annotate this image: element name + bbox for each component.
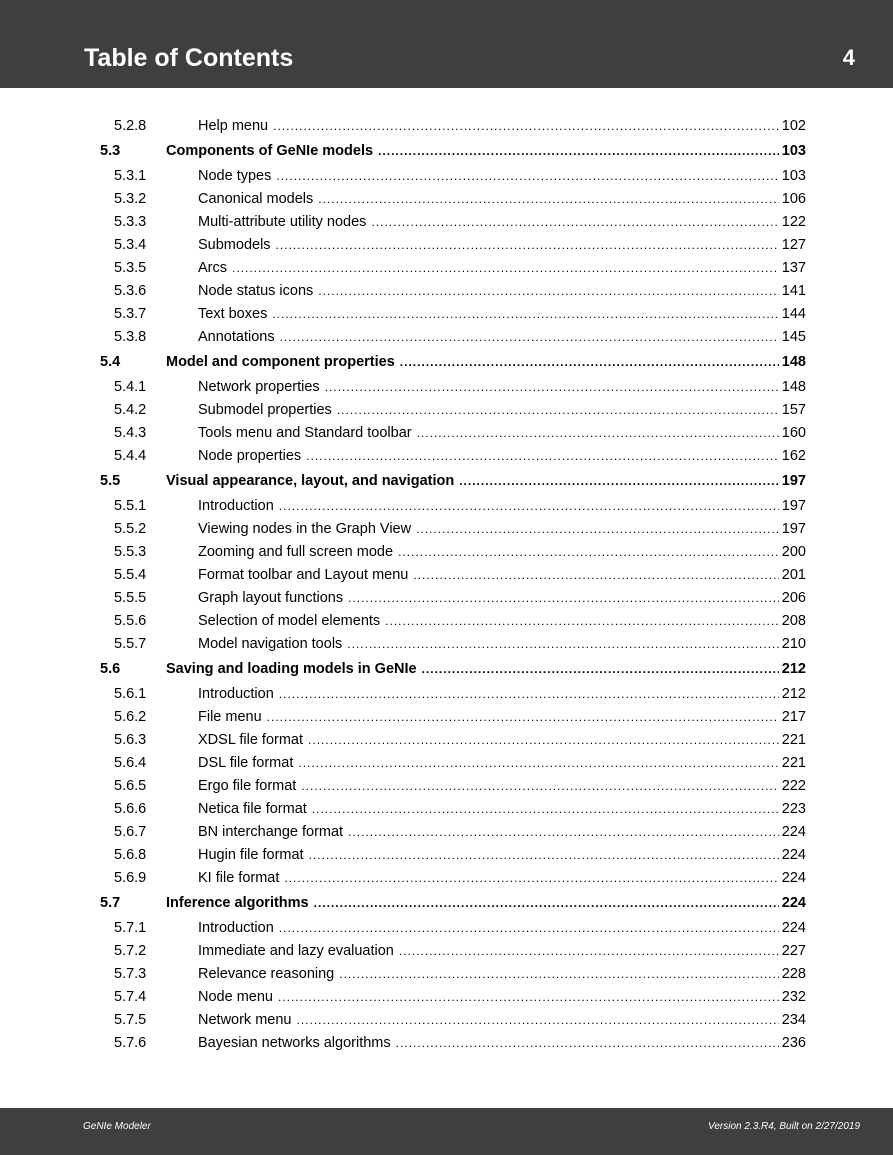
dot-leader: [318, 280, 779, 302]
toc-entry-page: 197: [781, 498, 806, 514]
toc-entry-page: 197: [781, 521, 806, 537]
toc-entry-number: 5.3.7: [114, 306, 147, 322]
toc-entry-number: 5.4.2: [114, 402, 147, 418]
toc-subsection-entry[interactable]: [0, 917, 893, 939]
toc-entry-number: 5.5.7: [114, 636, 147, 652]
toc-entry-title[interactable]: Node menu: [198, 989, 273, 1005]
toc-subsection-entry[interactable]: [0, 752, 893, 774]
toc-entry-number: 5.5.6: [114, 613, 147, 629]
toc-entry-number: 5.7.5: [114, 1012, 147, 1028]
dot-leader: [417, 422, 779, 444]
toc-entry-number: 5.6: [100, 661, 121, 677]
toc-entry-page: 224: [781, 847, 806, 863]
toc-entry-title[interactable]: Visual appearance, layout, and navigation: [166, 473, 455, 489]
dot-leader: [279, 495, 779, 517]
toc-entry-page: 224: [781, 824, 806, 840]
toc-entry-number: 5.5.2: [114, 521, 147, 537]
toc-entry-line: [198, 165, 806, 187]
toc-entry-title[interactable]: KI file format: [198, 870, 280, 886]
toc-entry-title[interactable]: Submodel properties: [198, 402, 332, 418]
dot-leader: [398, 541, 779, 563]
toc-entry-line: [198, 917, 806, 939]
toc-entry-title[interactable]: Ergo file format: [198, 778, 297, 794]
toc-entry-number: 5.4.1: [114, 379, 147, 395]
toc-subsection-entry[interactable]: [0, 821, 893, 843]
toc-entry-title[interactable]: Arcs: [198, 260, 227, 276]
toc-entry-page: 223: [781, 801, 806, 817]
toc-subsection-entry[interactable]: [0, 280, 893, 302]
toc-subsection-entry[interactable]: [0, 165, 893, 187]
dot-leader: [276, 234, 779, 256]
toc-entry-line: [198, 280, 806, 302]
toc-entry-number: 5.6.9: [114, 870, 147, 886]
toc-entry-number: 5.3.6: [114, 283, 147, 299]
toc-entry-page: 157: [781, 402, 806, 418]
toc-entry-line: [198, 1009, 806, 1031]
toc-entry-number: 5.3.2: [114, 191, 147, 207]
toc-subsection-entry[interactable]: [0, 399, 893, 421]
toc-entry-title[interactable]: Help menu: [198, 118, 269, 134]
toc-entry-number: 5.3.4: [114, 237, 147, 253]
toc-entry-number: 5.4.4: [114, 448, 147, 464]
toc-entry-number: 5.7.1: [114, 920, 147, 936]
toc-subsection-entry[interactable]: [0, 303, 893, 325]
toc-entry-title[interactable]: Viewing nodes in the Graph View: [198, 521, 412, 537]
toc-entry-title[interactable]: Annotations: [198, 329, 275, 345]
toc-entry-number: 5.6.8: [114, 847, 147, 863]
page-title: Table of Contents: [84, 44, 294, 72]
toc-entry-line: [198, 986, 806, 1008]
toc-subsection-entry[interactable]: [0, 729, 893, 751]
toc-entry-title[interactable]: Multi-attribute utility nodes: [198, 214, 367, 230]
toc-entry-title[interactable]: Model and component properties: [166, 354, 395, 370]
toc-entry-page: 221: [781, 755, 806, 771]
toc-entry-page: 217: [781, 709, 806, 725]
toc-entry-title[interactable]: Format toolbar and Layout menu: [198, 567, 409, 583]
dot-leader: [422, 658, 779, 680]
page-footer: [0, 1108, 893, 1155]
toc-entry-number: 5.3.5: [114, 260, 147, 276]
toc-entry-title[interactable]: XDSL file format: [198, 732, 304, 748]
toc-entry-number: 5.3.3: [114, 214, 147, 230]
toc-entry-page: 212: [781, 686, 806, 702]
toc-entry-title[interactable]: Node properties: [198, 448, 302, 464]
dot-leader: [318, 188, 779, 210]
toc-entry-page: 208: [781, 613, 806, 629]
dot-leader: [325, 376, 779, 398]
toc-entry-line: [198, 188, 806, 210]
toc-entry-page: 162: [781, 448, 806, 464]
toc-entry-line: [198, 376, 806, 398]
toc-entry-line: [198, 211, 806, 233]
toc-entry-title[interactable]: Introduction: [198, 498, 274, 514]
toc-entry-page: 103: [781, 143, 806, 159]
toc-entry-line: [198, 844, 806, 866]
toc-entry-title[interactable]: Saving and loading models in GeNIe: [166, 661, 417, 677]
toc-entry-page: 212: [781, 661, 806, 677]
toc-entry-number: 5.7.4: [114, 989, 147, 1005]
dot-leader: [276, 165, 778, 187]
toc-entry-page: 200: [781, 544, 806, 560]
dot-leader: [298, 752, 778, 774]
toc-entry-page: 103: [781, 168, 806, 184]
dot-leader: [308, 729, 779, 751]
dot-leader: [232, 257, 779, 279]
toc-subsection-entry[interactable]: [0, 422, 893, 444]
toc-entry-line: [198, 326, 806, 348]
toc-subsection-entry[interactable]: [0, 115, 893, 137]
toc-subsection-entry[interactable]: [0, 541, 893, 563]
dot-leader: [378, 140, 779, 162]
dot-leader: [278, 986, 779, 1008]
dot-leader: [306, 445, 779, 467]
toc-entry-number: 5.6.5: [114, 778, 147, 794]
toc-entry-title[interactable]: Tools menu and Standard toolbar: [198, 425, 412, 441]
toc-entry-title[interactable]: Graph layout functions: [198, 590, 344, 606]
toc-entry-title[interactable]: Zooming and full screen mode: [198, 544, 394, 560]
dot-leader: [279, 683, 779, 705]
toc-subsection-entry[interactable]: [0, 798, 893, 820]
toc-entry-page: 234: [781, 1012, 806, 1028]
dot-leader: [284, 867, 778, 889]
toc-entry-line: [198, 422, 806, 444]
toc-entry-line: [198, 821, 806, 843]
toc-entry-line: [198, 752, 806, 774]
dot-leader: [267, 706, 779, 728]
toc-entry-title[interactable]: Immediate and lazy evaluation: [198, 943, 394, 959]
toc-subsection-entry[interactable]: [0, 211, 893, 233]
toc-section-entry[interactable]: [0, 351, 893, 373]
dot-leader: [399, 940, 779, 962]
toc-entry-number: 5.6.7: [114, 824, 147, 840]
toc-entry-page: 160: [781, 425, 806, 441]
dot-leader: [396, 1032, 779, 1054]
footer-version-info: Version 2.3.R4, Built on 2/27/2019: [708, 1121, 860, 1132]
toc-entry-page: 145: [781, 329, 806, 345]
page-number: 4: [842, 45, 855, 70]
toc-entry-line: [198, 399, 806, 421]
toc-entry-number: 5.6.6: [114, 801, 147, 817]
toc-section-entry[interactable]: [0, 470, 893, 492]
toc-entry-line: [166, 658, 806, 680]
toc-entry-page: 137: [781, 260, 806, 276]
toc-entry-number: 5.6.2: [114, 709, 147, 725]
dot-leader: [400, 351, 779, 373]
dot-leader: [337, 399, 779, 421]
toc-entry-page: 206: [781, 590, 806, 606]
toc-entry-line: [198, 564, 806, 586]
toc-entry-page: 236: [781, 1035, 806, 1051]
toc-entry-title[interactable]: File menu: [198, 709, 262, 725]
toc-entry-line: [198, 303, 806, 325]
toc-subsection-entry[interactable]: [0, 1009, 893, 1031]
toc-entry-line: [166, 140, 806, 162]
toc-subsection-entry[interactable]: [0, 188, 893, 210]
toc-subsection-entry[interactable]: [0, 495, 893, 517]
toc-entry-number: 5.5: [100, 473, 121, 489]
toc-entry-line: [198, 940, 806, 962]
dot-leader: [309, 844, 779, 866]
toc-subsection-entry[interactable]: [0, 963, 893, 985]
toc-section-entry[interactable]: [0, 140, 893, 162]
toc-entry-number: 5.7.2: [114, 943, 147, 959]
dot-leader: [279, 917, 779, 939]
toc-entry-title[interactable]: Selection of model elements: [198, 613, 381, 629]
toc-entry-line: [198, 729, 806, 751]
toc-entry-page: 201: [781, 567, 806, 583]
toc-subsection-entry[interactable]: [0, 1032, 893, 1054]
toc-subsection-entry[interactable]: [0, 587, 893, 609]
dot-leader: [385, 610, 779, 632]
toc-entry-title[interactable]: DSL file format: [198, 755, 294, 771]
toc-entry-page: 224: [781, 895, 806, 911]
toc-subsection-entry[interactable]: [0, 257, 893, 279]
toc-entry-number: 5.3.1: [114, 168, 147, 184]
toc-subsection-entry[interactable]: [0, 986, 893, 1008]
toc-entry-title[interactable]: Inference algorithms: [166, 895, 309, 911]
toc-entry-line: [198, 775, 806, 797]
toc-entry-line: [198, 115, 806, 137]
toc-entry-number: 5.5.3: [114, 544, 147, 560]
toc-entry-page: 197: [781, 473, 806, 489]
toc-entry-title[interactable]: Node types: [198, 168, 272, 184]
toc-entry-line: [198, 257, 806, 279]
toc-entry-page: 224: [781, 870, 806, 886]
toc-entry-page: 127: [781, 237, 806, 253]
toc-subsection-entry[interactable]: [0, 326, 893, 348]
toc-entry-number: 5.5.5: [114, 590, 147, 606]
dot-leader: [459, 470, 779, 492]
toc-entry-line: [166, 892, 806, 914]
toc-subsection-entry[interactable]: [0, 844, 893, 866]
toc-entry-line: [198, 495, 806, 517]
toc-subsection-entry[interactable]: [0, 775, 893, 797]
toc-entry-number: 5.7.3: [114, 966, 147, 982]
toc-entry-line: [198, 867, 806, 889]
toc-entry-line: [198, 518, 806, 540]
toc-entry-title[interactable]: BN interchange format: [198, 824, 344, 840]
toc-entry-title[interactable]: Netica file format: [198, 801, 307, 817]
toc-subsection-entry[interactable]: [0, 445, 893, 467]
toc-entry-page: 228: [781, 966, 806, 982]
toc-entry-number: 5.3.8: [114, 329, 147, 345]
toc-entry-page: 141: [781, 283, 806, 299]
toc-section-entry[interactable]: [0, 658, 893, 680]
dot-leader: [339, 963, 779, 985]
toc-subsection-entry[interactable]: [0, 376, 893, 398]
toc-entry-line: [198, 683, 806, 705]
toc-entry-title[interactable]: Bayesian networks algorithms: [198, 1035, 391, 1051]
toc-entry-line: [198, 1032, 806, 1054]
toc-entry-line: [198, 541, 806, 563]
toc-entry-page: 102: [781, 118, 806, 134]
toc-subsection-entry[interactable]: [0, 518, 893, 540]
dot-leader: [314, 892, 779, 914]
dot-leader: [312, 798, 779, 820]
toc-entry-title[interactable]: Components of GeNIe models: [166, 143, 374, 159]
toc-entry-page: 210: [781, 636, 806, 652]
toc-entry-title[interactable]: Submodels: [198, 237, 271, 253]
dot-leader: [413, 564, 778, 586]
footer-product-name: GeNIe Modeler: [83, 1121, 151, 1132]
toc-entry-page: 221: [781, 732, 806, 748]
toc-entry-number: 5.5.1: [114, 498, 147, 514]
toc-subsection-entry[interactable]: [0, 564, 893, 586]
toc-entry-title[interactable]: Text boxes: [198, 306, 268, 322]
toc-entry-line: [198, 587, 806, 609]
toc-entry-number: 5.3: [100, 143, 121, 159]
toc-entry-title[interactable]: Hugin file format: [198, 847, 304, 863]
toc-entry-line: [198, 445, 806, 467]
toc-entry-page: 227: [781, 943, 806, 959]
dot-leader: [416, 518, 779, 540]
toc-entry-page: 148: [781, 354, 806, 370]
toc-entry-page: 106: [781, 191, 806, 207]
dot-leader: [347, 633, 779, 655]
toc-entry-line: [166, 351, 806, 373]
toc-entry-line: [198, 234, 806, 256]
dot-leader: [280, 326, 779, 348]
toc-entry-page: 222: [781, 778, 806, 794]
toc-entry-number: 5.6.4: [114, 755, 147, 771]
toc-entry-title[interactable]: Network menu: [198, 1012, 292, 1028]
toc-entry-page: 122: [781, 214, 806, 230]
dot-leader: [301, 775, 778, 797]
toc-entry-title[interactable]: Network properties: [198, 379, 320, 395]
toc-entry-page: 232: [781, 989, 806, 1005]
toc-subsection-entry[interactable]: [0, 234, 893, 256]
toc-subsection-entry[interactable]: [0, 940, 893, 962]
toc-entry-line: [198, 610, 806, 632]
toc-entry-line: [198, 706, 806, 728]
toc-entry-number: 5.4.3: [114, 425, 147, 441]
toc-subsection-entry[interactable]: [0, 683, 893, 705]
toc-entry-number: 5.7: [100, 895, 121, 911]
toc-entry-line: [198, 633, 806, 655]
toc-subsection-entry[interactable]: [0, 610, 893, 632]
toc-entry-line: [198, 963, 806, 985]
dot-leader: [272, 303, 778, 325]
dot-leader: [296, 1009, 778, 1031]
dot-leader: [273, 115, 779, 137]
toc-entry-page: 148: [781, 379, 806, 395]
dot-leader: [348, 821, 779, 843]
dot-leader: [371, 211, 778, 233]
toc-subsection-entry[interactable]: [0, 633, 893, 655]
toc-entry-number: 5.2.8: [114, 118, 147, 134]
page-header: [0, 0, 893, 88]
toc-entry-title[interactable]: Canonical models: [198, 191, 314, 207]
toc-entry-number: 5.6.1: [114, 686, 147, 702]
toc-entry-number: 5.6.3: [114, 732, 147, 748]
toc-entry-title[interactable]: Introduction: [198, 686, 274, 702]
dot-leader: [348, 587, 779, 609]
toc-entry-title[interactable]: Node status icons: [198, 283, 314, 299]
toc-entry-number: 5.4: [100, 354, 121, 370]
toc-entry-line: [166, 470, 806, 492]
toc-entry-page: 144: [781, 306, 806, 322]
toc-entry-number: 5.7.6: [114, 1035, 147, 1051]
toc-subsection-entry[interactable]: [0, 867, 893, 889]
toc-entry-title[interactable]: Introduction: [198, 920, 274, 936]
toc-entry-line: [198, 798, 806, 820]
toc-subsection-entry[interactable]: [0, 706, 893, 728]
toc-entry-title[interactable]: Model navigation tools: [198, 636, 343, 652]
toc-section-entry[interactable]: [0, 892, 893, 914]
toc-entry-title[interactable]: Relevance reasoning: [198, 966, 335, 982]
toc-entry-number: 5.5.4: [114, 567, 147, 583]
toc-entry-page: 224: [781, 920, 806, 936]
